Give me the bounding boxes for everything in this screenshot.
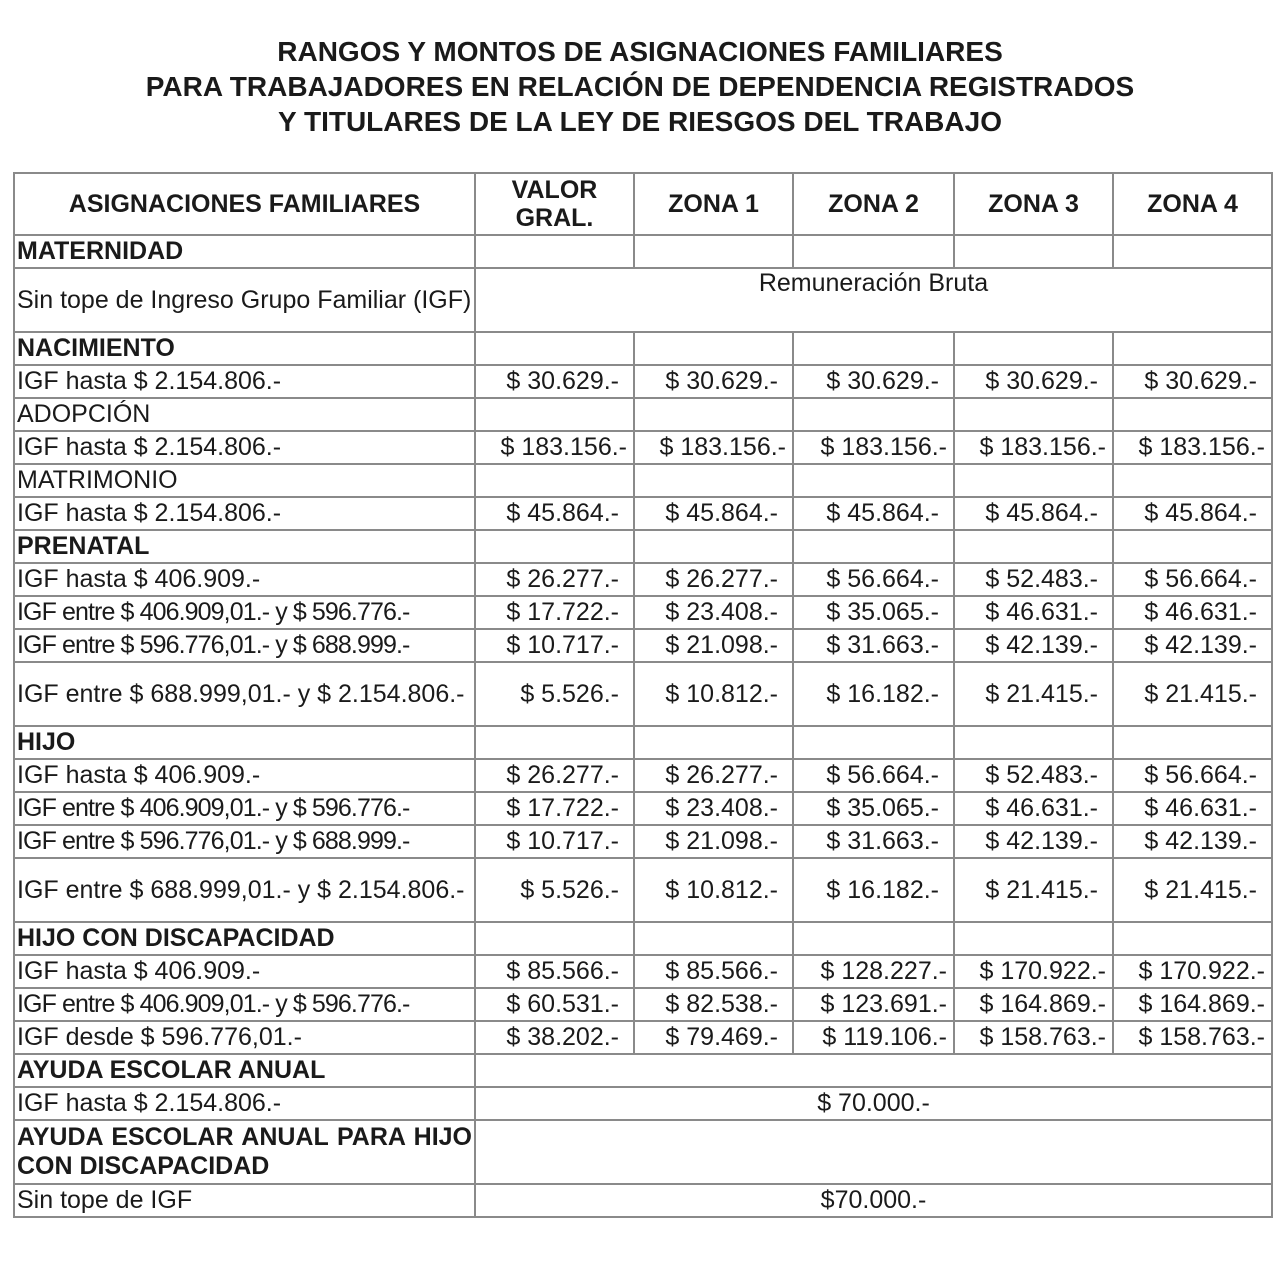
value-cell: $ 164.869.- bbox=[1113, 988, 1272, 1021]
value-cell: $ 35.065.- bbox=[793, 596, 954, 629]
value-cell: $ 21.098.- bbox=[634, 825, 793, 858]
row-label: IGF entre $ 406.909,01.- y $ 596.776.- bbox=[14, 596, 475, 629]
value-cell: $ 52.483.- bbox=[954, 759, 1113, 792]
table-row bbox=[14, 1087, 1272, 1120]
row-label: IGF hasta $ 406.909.- bbox=[14, 563, 475, 596]
section-row-ayuda-escolar-discapacidad bbox=[14, 1120, 1272, 1184]
title-line-3: Y TITULARES DE LA LEY DE RIESGOS DEL TRABAJO bbox=[278, 106, 1002, 137]
value-cell: $ 26.277.- bbox=[475, 759, 634, 792]
value-cell: $ 183.156.- bbox=[793, 431, 954, 464]
value-cell: $ 45.864.- bbox=[954, 497, 1113, 530]
section-title-hijo: HIJO bbox=[14, 726, 475, 759]
table-row bbox=[14, 629, 1272, 662]
value-cell: $ 10.812.- bbox=[634, 858, 793, 922]
header-row bbox=[14, 173, 1272, 235]
section-row-hijo-discapacidad bbox=[14, 922, 1272, 955]
table-row bbox=[14, 1021, 1272, 1054]
value-cell: $ 31.663.- bbox=[793, 825, 954, 858]
row-label: IGF hasta $ 406.909.- bbox=[14, 759, 475, 792]
row-label: IGF entre $ 406.909,01.- y $ 596.776.- bbox=[14, 792, 475, 825]
value-cell: $ 79.469.- bbox=[634, 1021, 793, 1054]
value-cell: $ 16.182.- bbox=[793, 662, 954, 726]
value-cell: $ 26.277.- bbox=[634, 563, 793, 596]
value-cell: $ 164.869.- bbox=[954, 988, 1113, 1021]
header-zona-2: ZONA 2 bbox=[793, 173, 954, 235]
table-row bbox=[14, 431, 1272, 464]
value-cell: $ 56.664.- bbox=[793, 563, 954, 596]
value-cell: $ 21.415.- bbox=[1113, 858, 1272, 922]
value-cell: $ 42.139.- bbox=[954, 825, 1113, 858]
value-cell: $ 60.531.- bbox=[475, 988, 634, 1021]
table-row bbox=[14, 497, 1272, 530]
value-cell: $ 46.631.- bbox=[1113, 596, 1272, 629]
value-cell: $ 45.864.- bbox=[634, 497, 793, 530]
value-cell: $ 183.156.- bbox=[954, 431, 1113, 464]
header-valor-line1: VALOR bbox=[511, 176, 598, 204]
row-label: Sin tope de Ingreso Grupo Familiar (IGF) bbox=[14, 268, 475, 332]
value-cell: $ 119.106.- bbox=[793, 1021, 954, 1054]
value-cell: $ 10.812.- bbox=[634, 662, 793, 726]
value-cell: $ 170.922.- bbox=[954, 955, 1113, 988]
value-cell: $ 21.098.- bbox=[634, 629, 793, 662]
value-cell: $ 85.566.- bbox=[475, 955, 634, 988]
value-cell: $ 46.631.- bbox=[954, 792, 1113, 825]
table-row bbox=[14, 365, 1272, 398]
section-title-maternidad: MATERNIDAD bbox=[14, 235, 475, 268]
value-cell: $ 42.139.- bbox=[1113, 629, 1272, 662]
value-cell: $ 30.629.- bbox=[954, 365, 1113, 398]
section-title-nacimiento: NACIMIENTO bbox=[14, 332, 475, 365]
value-cell: $ 56.664.- bbox=[1113, 759, 1272, 792]
section-row-hijo bbox=[14, 726, 1272, 759]
table-row bbox=[14, 1184, 1272, 1217]
value-cell: $ 10.717.- bbox=[475, 629, 634, 662]
section-title-hijo-discapacidad: HIJO CON DISCAPACIDAD bbox=[14, 922, 475, 955]
value-cell: $ 35.065.- bbox=[793, 792, 954, 825]
value-cell: $ 56.664.- bbox=[793, 759, 954, 792]
value-cell: $ 5.526.- bbox=[475, 858, 634, 922]
row-label: IGF entre $ 688.999,01.- y $ 2.154.806.- bbox=[14, 662, 475, 726]
header-zona-4: ZONA 4 bbox=[1113, 173, 1272, 235]
value-cell: $ 26.277.- bbox=[475, 563, 634, 596]
value-cell: $ 5.526.- bbox=[475, 662, 634, 726]
section-title-matrimonio: MATRIMONIO bbox=[14, 464, 475, 497]
value-cell: $ 123.691.- bbox=[793, 988, 954, 1021]
title-line-2: PARA TRABAJADORES EN RELACIÓN DE DEPENDENCIA REGISTRADOS bbox=[145, 71, 1135, 102]
title-line-1: RANGOS Y MONTOS DE ASIGNACIONES FAMILIARES bbox=[277, 36, 1003, 67]
table-row bbox=[14, 662, 1272, 726]
table-row bbox=[14, 563, 1272, 596]
value-cell: $ 17.722.- bbox=[475, 792, 634, 825]
value-cell: $ 45.864.- bbox=[793, 497, 954, 530]
value-cell: $ 128.227.- bbox=[793, 955, 954, 988]
row-label: IGF hasta $ 2.154.806.- bbox=[14, 431, 475, 464]
table-row bbox=[14, 596, 1272, 629]
value-cell: $ 16.182.- bbox=[793, 858, 954, 922]
value-cell: $ 31.663.- bbox=[793, 629, 954, 662]
value-cell: $ 158.763.- bbox=[1113, 1021, 1272, 1054]
value-cell: $ 10.717.- bbox=[475, 825, 634, 858]
value-cell: $ 38.202.- bbox=[475, 1021, 634, 1054]
row-label: IGF hasta $ 2.154.806.- bbox=[14, 365, 475, 398]
row-label: IGF hasta $ 406.909.- bbox=[14, 955, 475, 988]
row-label: IGF entre $ 596.776,01.- y $ 688.999.- bbox=[14, 825, 475, 858]
value-cell: $ 158.763.- bbox=[954, 1021, 1113, 1054]
section-title-ayuda-escolar: AYUDA ESCOLAR ANUAL bbox=[14, 1054, 475, 1087]
value-cell: $ 46.631.- bbox=[954, 596, 1113, 629]
value-cell: $ 42.139.- bbox=[954, 629, 1113, 662]
row-label: IGF hasta $ 2.154.806.- bbox=[14, 497, 475, 530]
value-cell: $ 170.922.- bbox=[1113, 955, 1272, 988]
row-label: IGF entre $ 596.776,01.- y $ 688.999.- bbox=[14, 629, 475, 662]
table-row bbox=[14, 858, 1272, 922]
section-row-maternidad bbox=[14, 235, 1272, 268]
value-cell: $ 30.629.- bbox=[1113, 365, 1272, 398]
table-row bbox=[14, 955, 1272, 988]
value-cell: $ 45.864.- bbox=[475, 497, 634, 530]
header-valor-gral bbox=[475, 173, 634, 235]
header-asignaciones: ASIGNACIONES FAMILIARES bbox=[14, 173, 475, 235]
value-cell: $ 183.156.- bbox=[475, 431, 634, 464]
value-cell: $ 45.864.- bbox=[1113, 497, 1272, 530]
section-title-ayuda-escolar-discapacidad: AYUDA ESCOLAR ANUAL PARA HIJO CON DISCAPACIDAD bbox=[14, 1120, 475, 1184]
table-row bbox=[14, 792, 1272, 825]
table-row bbox=[14, 988, 1272, 1021]
row-label: IGF desde $ 596.776,01.- bbox=[14, 1021, 475, 1054]
section-row-nacimiento bbox=[14, 332, 1272, 365]
document-title bbox=[0, 34, 1280, 139]
header-zona-1: ZONA 1 bbox=[634, 173, 793, 235]
value-cell: $ 17.722.- bbox=[475, 596, 634, 629]
value-cell: $ 56.664.- bbox=[1113, 563, 1272, 596]
ayuda-escolar-value: $ 70.000.- bbox=[475, 1087, 1272, 1120]
row-label: IGF entre $ 406.909,01.- y $ 596.776.- bbox=[14, 988, 475, 1021]
value-cell: $ 85.566.- bbox=[634, 955, 793, 988]
value-cell: $ 21.415.- bbox=[954, 858, 1113, 922]
row-label: IGF entre $ 688.999,01.- y $ 2.154.806.- bbox=[14, 858, 475, 922]
value-cell: $ 30.629.- bbox=[475, 365, 634, 398]
value-cell: $ 42.139.- bbox=[1113, 825, 1272, 858]
row-label: Sin tope de IGF bbox=[14, 1184, 475, 1217]
ayuda-escolar-discapacidad-value: $70.000.- bbox=[475, 1184, 1272, 1217]
value-cell: $ 30.629.- bbox=[793, 365, 954, 398]
section-row-adopcion bbox=[14, 398, 1272, 431]
value-cell: $ 23.408.- bbox=[634, 792, 793, 825]
row-label: IGF hasta $ 2.154.806.- bbox=[14, 1087, 475, 1120]
value-cell: $ 46.631.- bbox=[1113, 792, 1272, 825]
table-row bbox=[14, 825, 1272, 858]
section-row-prenatal bbox=[14, 530, 1272, 563]
value-cell: $ 183.156.- bbox=[634, 431, 793, 464]
value-cell: $ 52.483.- bbox=[954, 563, 1113, 596]
header-zona-3: ZONA 3 bbox=[954, 173, 1113, 235]
section-row-matrimonio bbox=[14, 464, 1272, 497]
value-cell: $ 21.415.- bbox=[1113, 662, 1272, 726]
table-row bbox=[14, 759, 1272, 792]
value-cell: $ 82.538.- bbox=[634, 988, 793, 1021]
maternidad-value: Remuneración Bruta bbox=[475, 268, 1272, 332]
value-cell: $ 183.156.- bbox=[1113, 431, 1272, 464]
value-cell: $ 23.408.- bbox=[634, 596, 793, 629]
section-title-prenatal: PRENATAL bbox=[14, 530, 475, 563]
value-cell: $ 30.629.- bbox=[634, 365, 793, 398]
table-row bbox=[14, 268, 1272, 332]
header-valor-line2: GRAL. bbox=[515, 204, 594, 232]
section-row-ayuda-escolar bbox=[14, 1054, 1272, 1087]
asignaciones-table bbox=[13, 172, 1273, 1218]
section-title-adopcion: ADOPCIÓN bbox=[14, 398, 475, 431]
value-cell: $ 21.415.- bbox=[954, 662, 1113, 726]
value-cell: $ 26.277.- bbox=[634, 759, 793, 792]
